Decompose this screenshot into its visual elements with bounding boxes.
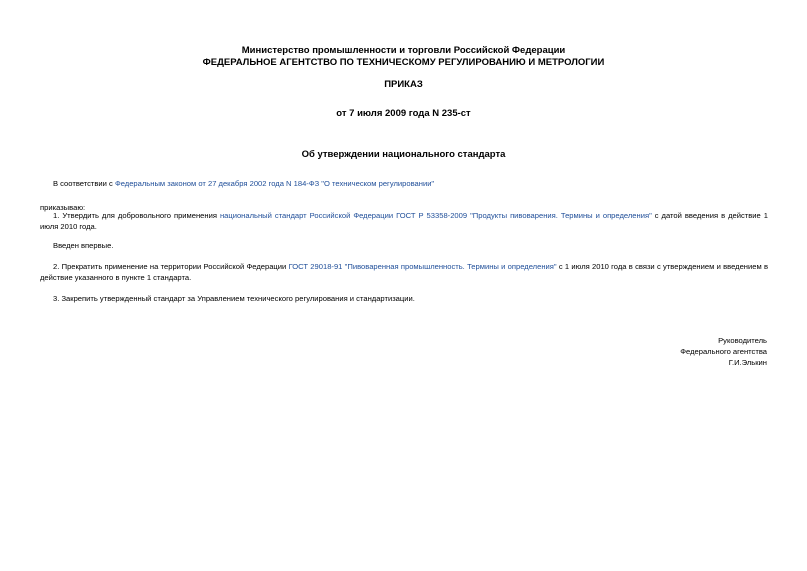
federal-law-link[interactable]: Федеральным законом от 27 декабря 2002 года N 184-ФЗ "О техническом регулировании" [114, 179, 435, 188]
law-prefix-text: В соответствии с [53, 179, 115, 188]
document-date-number: от 7 июля 2009 года N 235-ст [336, 108, 471, 119]
paragraph-first-time: Введен впервые. [53, 241, 114, 250]
item1-suffix-text: с датой введения в действие 1 июля 2010 года. [40, 211, 768, 231]
paragraph-law-basis [40, 178, 768, 189]
document-type: ПРИКАЗ [384, 79, 423, 90]
document-subject: Об утверждении национального стандарта [301, 149, 506, 160]
gost-r-53358-link[interactable]: национальный стандарт Российской Федерации ГОСТ Р 53358-2009 "Продукты пивоварения. Термины и определения" [219, 211, 652, 220]
paragraph-item-2 [40, 261, 768, 283]
signature-name: Г.И.Элькин [728, 358, 767, 367]
signature-block [680, 335, 767, 368]
paragraph-orders: приказываю: [40, 203, 86, 212]
ministry-title: Министерство промышленности и торговли Российской Федерации [241, 45, 566, 56]
signature-position: Руководитель [718, 336, 767, 345]
item2-prefix-text: 2. Прекратить применение на территории Российской Федерации [53, 262, 289, 271]
gost-29018-link[interactable]: ГОСТ 29018-91 "Пивоваренная промышленность. Термины и определения" [288, 262, 557, 271]
paragraph-item-1 [40, 210, 768, 232]
item1-prefix-text: 1. Утвердить для добровольного применения [53, 211, 220, 220]
paragraph-item-3: 3. Закрепить утвержденный стандарт за Управлением технического регулирования и стандартизации. [53, 294, 415, 303]
agency-title: ФЕДЕРАЛЬНОЕ АГЕНТСТВО ПО ТЕХНИЧЕСКОМУ РЕГУЛИРОВАНИЮ И МЕТРОЛОГИИ [202, 57, 605, 68]
item2-suffix-text: с 1 июля 2010 года в связи с утверждением и введением в действие указанного в пункте 1 стандарта. [40, 262, 768, 282]
signature-organization: Федерального агентства [680, 347, 767, 356]
